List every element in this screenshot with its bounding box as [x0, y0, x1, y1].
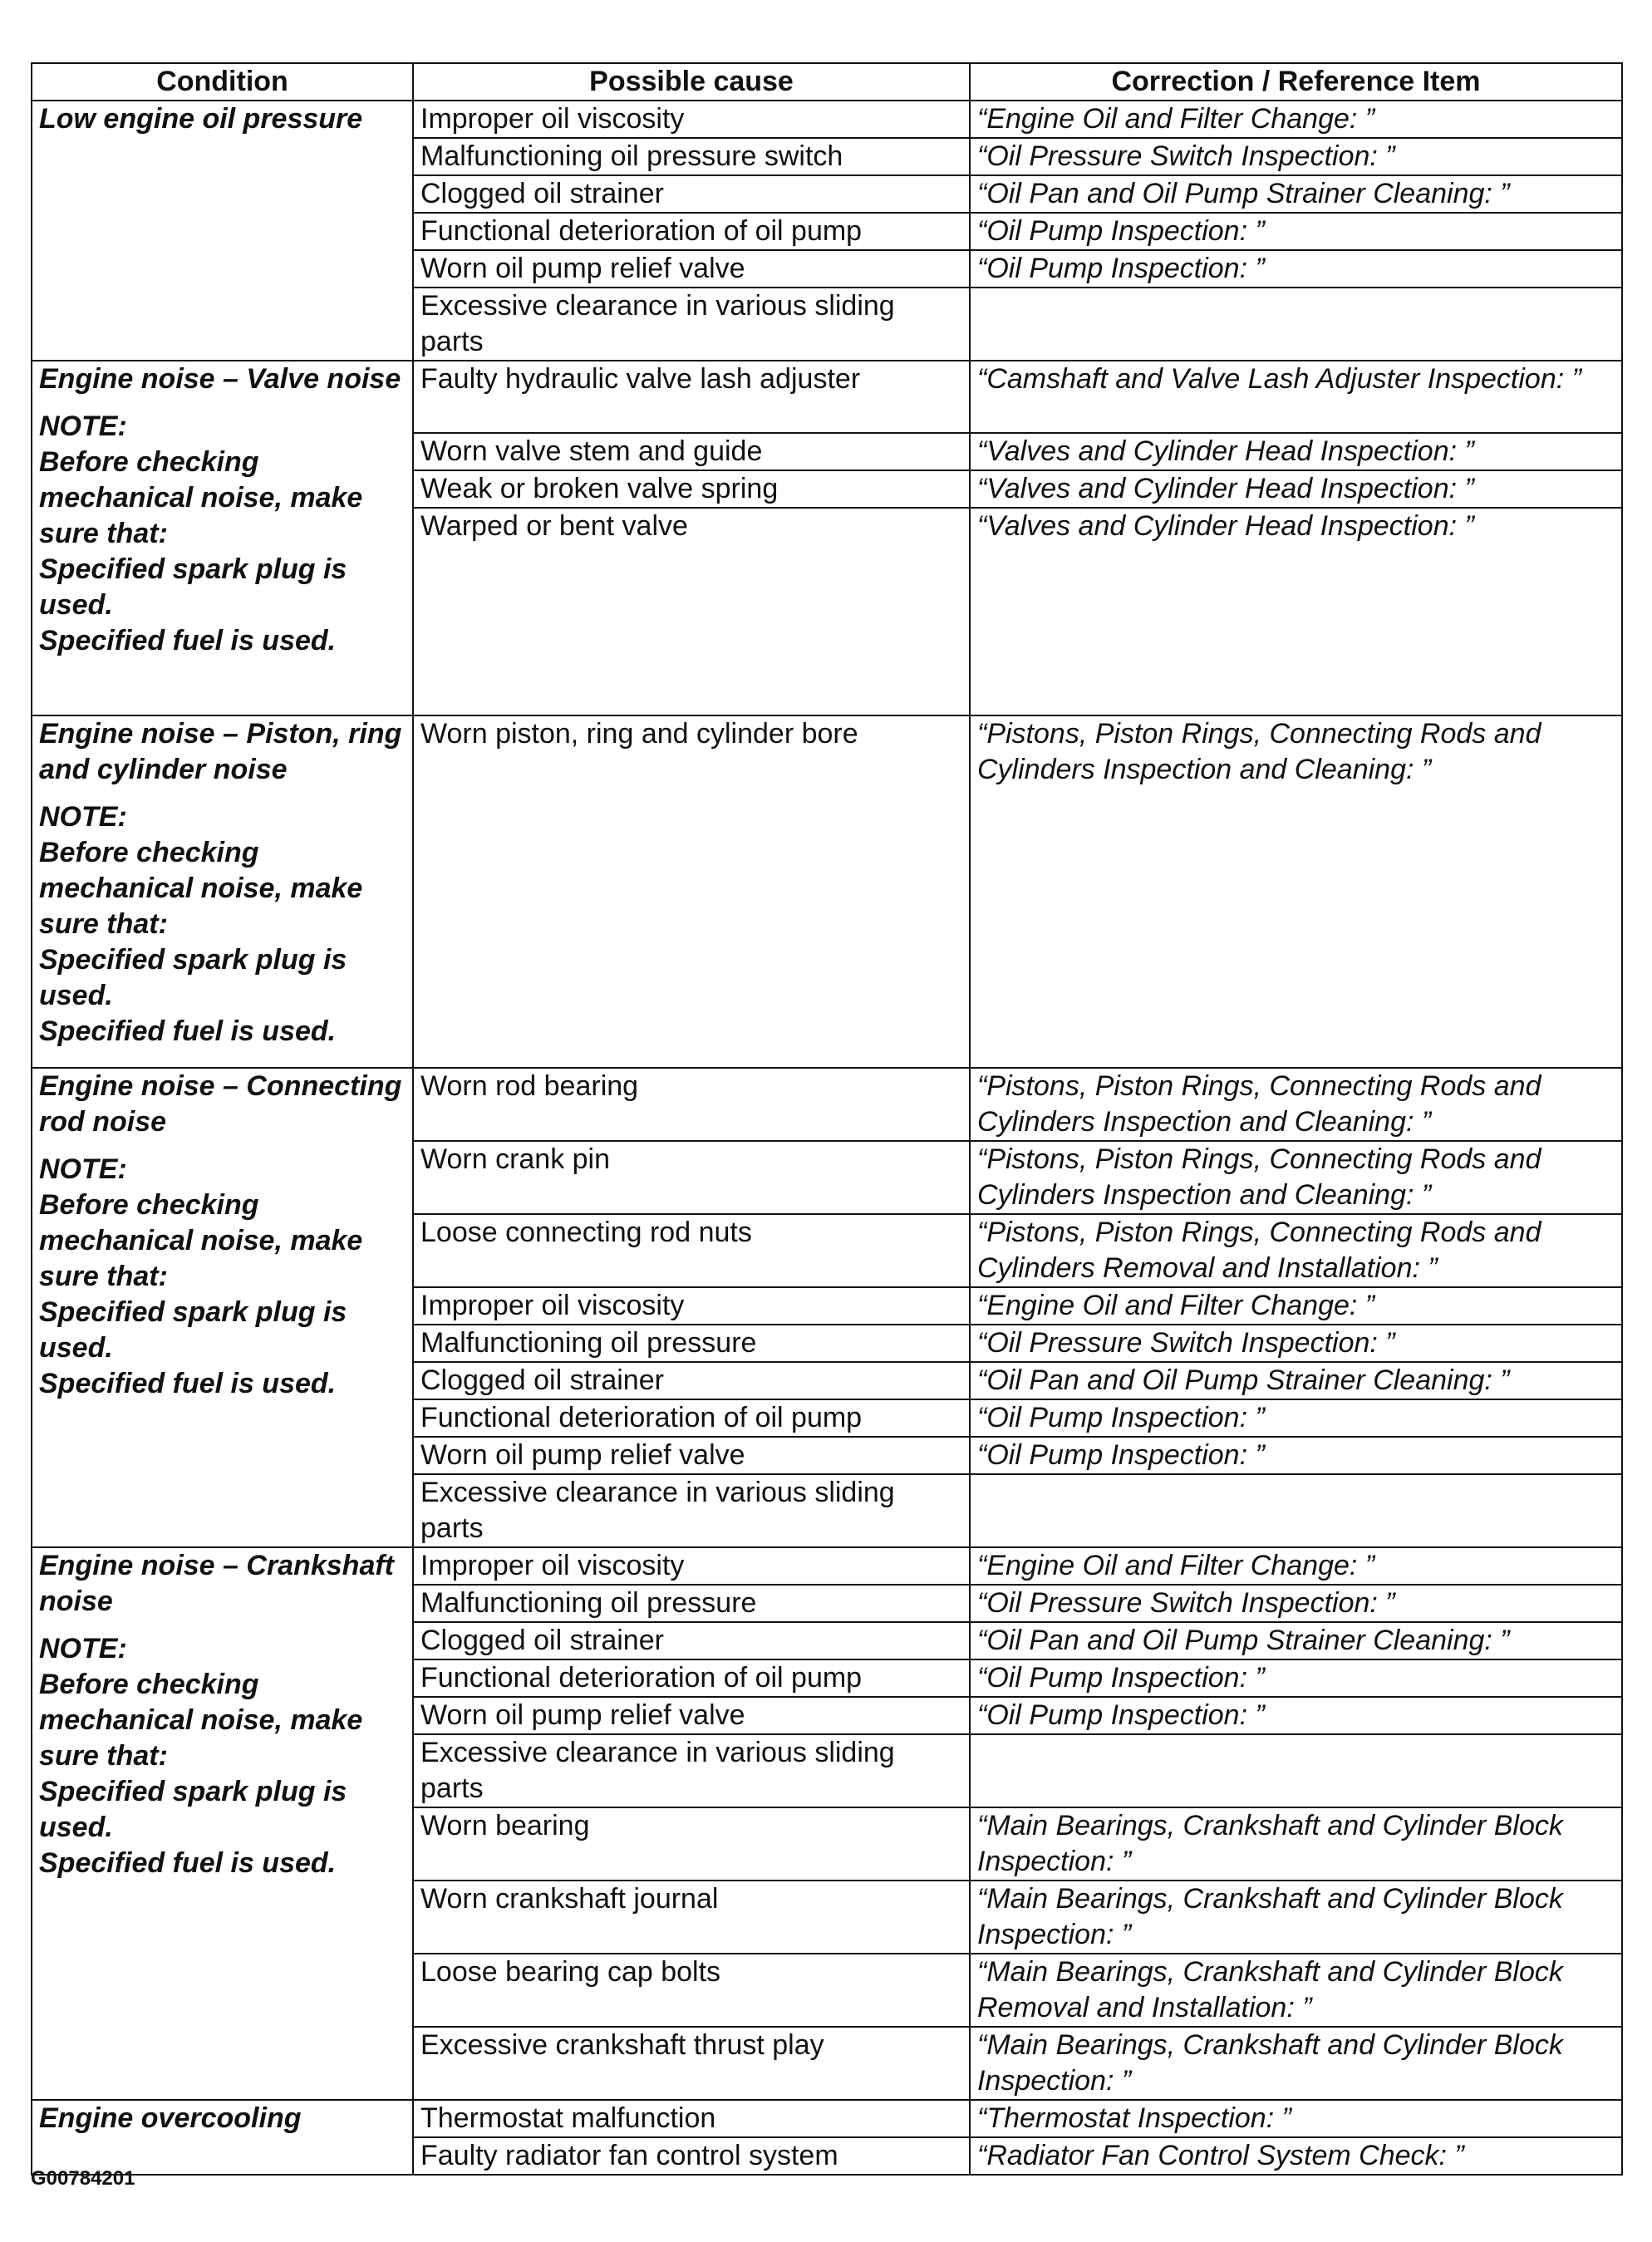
condition-label: Engine noise – Connecting rod noise [39, 1070, 402, 1138]
condition-cell [32, 361, 413, 715]
reference-cell: “Engine Oil and Filter Change: ” [970, 1547, 1622, 1585]
reference-cell: “Main Bearings, Crankshaft and Cylinder Block Removal and Installation: ” [970, 1954, 1622, 2027]
reference-cell: “Oil Pump Inspection: ” [970, 1437, 1622, 1474]
condition-cell [32, 1068, 413, 1547]
reference-cell: “Main Bearings, Crankshaft and Cylinder Block Inspection: ” [970, 2027, 1622, 2100]
reference-cell: “Oil Pan and Oil Pump Strainer Cleaning: ” [970, 1622, 1622, 1659]
condition-cell [32, 2100, 413, 2175]
reference-cell: “Pistons, Piston Rings, Connecting Rods and Cylinders Removal and Installation: ” [970, 1214, 1622, 1287]
table-row [32, 2100, 1622, 2137]
cause-cell: Loose bearing cap bolts [413, 1954, 970, 2027]
reference-cell: “Main Bearings, Crankshaft and Cylinder Block Inspection: ” [970, 1807, 1622, 1881]
condition-label: Engine overcooling [39, 2102, 302, 2134]
cause-cell: Clogged oil strainer [413, 175, 970, 213]
reference-cell: “Oil Pump Inspection: ” [970, 213, 1622, 250]
condition-note: NOTE: Before checking mechanical noise, make sure that: Specified spark plug is used. Specified fuel is used. [39, 411, 363, 656]
cause-cell: Improper oil viscosity [413, 101, 970, 138]
reference-cell: “Oil Pressure Switch Inspection: ” [970, 138, 1622, 175]
reference-cell: “Radiator Fan Control System Check: ” [970, 2137, 1622, 2175]
reference-cell: “Oil Pan and Oil Pump Strainer Cleaning: ” [970, 175, 1622, 213]
cause-cell: Excessive clearance in various sliding parts [413, 1474, 970, 1547]
cause-cell: Worn bearing [413, 1807, 970, 1881]
reference-cell: “Valves and Cylinder Head Inspection: ” [970, 433, 1622, 470]
cause-cell: Thermostat malfunction [413, 2100, 970, 2137]
cause-cell: Clogged oil strainer [413, 1362, 970, 1399]
table-row [32, 361, 1622, 433]
reference-cell: “Oil Pump Inspection: ” [970, 1659, 1622, 1697]
reference-cell: “Oil Pressure Switch Inspection: ” [970, 1325, 1622, 1362]
cause-cell: Worn oil pump relief valve [413, 250, 970, 288]
reference-cell: “Camshaft and Valve Lash Adjuster Inspection: ” [970, 361, 1622, 433]
reference-cell [970, 1474, 1622, 1547]
reference-cell: “Main Bearings, Crankshaft and Cylinder Block Inspection: ” [970, 1881, 1622, 1954]
condition-label: Engine noise – Valve noise [39, 363, 401, 395]
cause-cell: Malfunctioning oil pressure [413, 1585, 970, 1622]
cause-cell: Worn oil pump relief valve [413, 1697, 970, 1734]
condition-label: Engine noise – Piston, ring and cylinder noise [39, 718, 402, 785]
cause-cell: Warped or bent valve [413, 508, 970, 715]
condition-label: Low engine oil pressure [39, 103, 363, 135]
cause-cell: Functional deterioration of oil pump [413, 213, 970, 250]
table-row [32, 715, 1622, 1068]
cause-cell: Malfunctioning oil pressure [413, 1325, 970, 1362]
cause-cell: Functional deterioration of oil pump [413, 1659, 970, 1697]
cause-cell: Improper oil viscosity [413, 1287, 970, 1325]
condition-note: NOTE: Before checking mechanical noise, make sure that: Specified spark plug is used. Specified fuel is used. [39, 801, 363, 1047]
cause-cell: Worn rod bearing [413, 1068, 970, 1141]
condition-note: NOTE: Before checking mechanical noise, make sure that: Specified spark plug is used. Specified fuel is used. [39, 1633, 363, 1879]
cause-cell: Faulty hydraulic valve lash adjuster [413, 361, 970, 433]
cause-cell: Excessive crankshaft thrust play [413, 2027, 970, 2100]
reference-cell [970, 1734, 1622, 1807]
cause-cell: Loose connecting rod nuts [413, 1214, 970, 1287]
reference-cell: “Oil Pump Inspection: ” [970, 1697, 1622, 1734]
cause-cell: Worn crank pin [413, 1141, 970, 1214]
condition-note: NOTE: Before checking mechanical noise, make sure that: Specified spark plug is used. Specified fuel is used. [39, 1153, 363, 1399]
table-row [32, 1547, 1622, 1585]
header-condition: Condition [32, 63, 413, 101]
cause-cell: Excessive clearance in various sliding parts [413, 1734, 970, 1807]
diagnosis-table [31, 62, 1623, 2176]
reference-cell: “Pistons, Piston Rings, Connecting Rods and Cylinders Inspection and Cleaning: ” [970, 1068, 1622, 1141]
cause-cell: Worn oil pump relief valve [413, 1437, 970, 1474]
reference-cell: “Oil Pressure Switch Inspection: ” [970, 1585, 1622, 1622]
reference-cell: “Oil Pan and Oil Pump Strainer Cleaning: ” [970, 1362, 1622, 1399]
header-correction: Correction / Reference Item [970, 63, 1622, 101]
reference-cell: “Valves and Cylinder Head Inspection: ” [970, 470, 1622, 508]
cause-cell: Clogged oil strainer [413, 1622, 970, 1659]
cause-cell: Faulty radiator fan control system [413, 2137, 970, 2175]
reference-cell: “Engine Oil and Filter Change: ” [970, 101, 1622, 138]
reference-cell: “Engine Oil and Filter Change: ” [970, 1287, 1622, 1325]
table-row [32, 101, 1622, 138]
cause-cell: Worn piston, ring and cylinder bore [413, 715, 970, 1068]
condition-cell [32, 101, 413, 361]
cause-cell: Worn valve stem and guide [413, 433, 970, 470]
reference-cell [970, 288, 1622, 361]
cause-cell: Weak or broken valve spring [413, 470, 970, 508]
reference-cell: “Oil Pump Inspection: ” [970, 250, 1622, 288]
reference-cell: “Pistons, Piston Rings, Connecting Rods and Cylinders Inspection and Cleaning: ” [970, 715, 1622, 1068]
reference-cell: “Pistons, Piston Rings, Connecting Rods and Cylinders Inspection and Cleaning: ” [970, 1141, 1622, 1214]
condition-label: Engine noise – Crankshaft noise [39, 1550, 394, 1617]
reference-cell: “Valves and Cylinder Head Inspection: ” [970, 508, 1622, 715]
reference-cell: “Oil Pump Inspection: ” [970, 1399, 1622, 1437]
header-row [32, 63, 1622, 101]
cause-cell: Worn crankshaft journal [413, 1881, 970, 1954]
condition-cell [32, 715, 413, 1068]
cause-cell: Functional deterioration of oil pump [413, 1399, 970, 1437]
cause-cell: Improper oil viscosity [413, 1547, 970, 1585]
reference-cell: “Thermostat Inspection: ” [970, 2100, 1622, 2137]
cause-cell: Malfunctioning oil pressure switch [413, 138, 970, 175]
header-possible-cause: Possible cause [413, 63, 970, 101]
table-row [32, 1068, 1622, 1141]
figure-id: G00784201 [31, 2167, 135, 2190]
cause-cell: Excessive clearance in various sliding parts [413, 288, 970, 361]
condition-cell [32, 1547, 413, 2100]
